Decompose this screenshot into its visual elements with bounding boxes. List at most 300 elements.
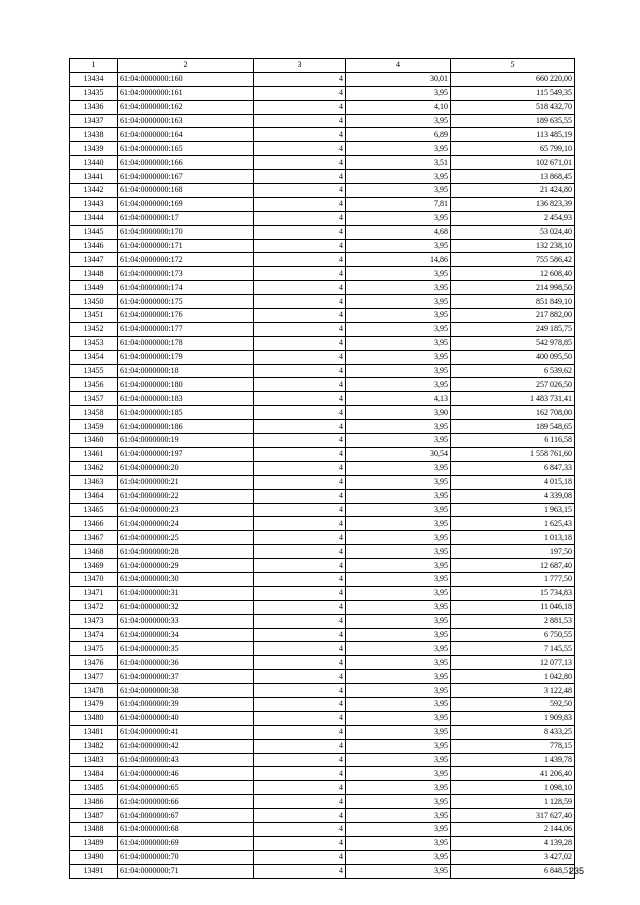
table-row [70, 684, 575, 698]
amount-cell: 197,50 [451, 545, 575, 559]
row-number-cell: 13444 [70, 211, 118, 225]
cadastral-number-cell: 61:04:0000000:197 [118, 447, 254, 461]
category-cell: 4 [254, 406, 346, 420]
rate-cell: 4,10 [346, 100, 451, 114]
amount-cell: 1 963,15 [451, 503, 575, 517]
table-row [70, 614, 575, 628]
table-row [70, 322, 575, 336]
category-cell: 4 [254, 656, 346, 670]
amount-cell: 11 046,18 [451, 600, 575, 614]
category-cell: 4 [254, 864, 346, 878]
category-cell: 4 [254, 336, 346, 350]
table-row [70, 517, 575, 531]
cadastral-number-cell: 61:04:0000000:185 [118, 406, 254, 420]
cadastral-number-cell: 61:04:0000000:32 [118, 600, 254, 614]
table-row [70, 128, 575, 142]
rate-cell: 3,95 [346, 725, 451, 739]
category-cell: 4 [254, 628, 346, 642]
row-number-cell: 13454 [70, 350, 118, 364]
cadastral-number-cell: 61:04:0000000:160 [118, 72, 254, 86]
category-cell: 4 [254, 309, 346, 323]
table-row [70, 836, 575, 850]
category-cell: 4 [254, 725, 346, 739]
cadastral-number-cell: 61:04:0000000:173 [118, 267, 254, 281]
row-number-cell: 13469 [70, 559, 118, 573]
amount-cell: 113 485,19 [451, 128, 575, 142]
row-number-cell: 13471 [70, 586, 118, 600]
category-cell: 4 [254, 86, 346, 100]
table-row [70, 239, 575, 253]
cadastral-number-cell: 61:04:0000000:168 [118, 184, 254, 198]
row-number-cell: 13457 [70, 392, 118, 406]
amount-cell: 6 750,55 [451, 628, 575, 642]
amount-cell: 1 777,50 [451, 572, 575, 586]
row-number-cell: 13449 [70, 281, 118, 295]
rate-cell: 3,95 [346, 503, 451, 517]
row-number-cell: 13443 [70, 197, 118, 211]
row-number-cell: 13479 [70, 697, 118, 711]
table-row [70, 392, 575, 406]
rate-cell: 3,95 [346, 642, 451, 656]
row-number-cell: 13445 [70, 225, 118, 239]
rate-cell: 3,95 [346, 822, 451, 836]
table-row [70, 711, 575, 725]
table-row [70, 628, 575, 642]
amount-cell: 189 548,65 [451, 420, 575, 434]
rate-cell: 3,95 [346, 517, 451, 531]
rate-cell: 3,95 [346, 572, 451, 586]
category-cell: 4 [254, 614, 346, 628]
row-number-cell: 13470 [70, 572, 118, 586]
cadastral-number-cell: 61:04:0000000:183 [118, 392, 254, 406]
cadastral-number-cell: 61:04:0000000:170 [118, 225, 254, 239]
amount-cell: 4 015,18 [451, 475, 575, 489]
table-row [70, 295, 575, 309]
rate-cell: 3,95 [346, 461, 451, 475]
category-cell: 4 [254, 600, 346, 614]
table-row [70, 114, 575, 128]
row-number-cell: 13459 [70, 420, 118, 434]
row-number-cell: 13488 [70, 822, 118, 836]
row-number-cell: 13468 [70, 545, 118, 559]
table-body [70, 72, 575, 878]
amount-cell: 13 868,45 [451, 170, 575, 184]
rate-cell: 30,01 [346, 72, 451, 86]
table-row [70, 795, 575, 809]
amount-cell: 1 128,59 [451, 795, 575, 809]
amount-cell: 21 424,80 [451, 184, 575, 198]
row-number-cell: 13466 [70, 517, 118, 531]
rate-cell: 3,95 [346, 309, 451, 323]
amount-cell: 755 586,42 [451, 253, 575, 267]
header-col-2: 2 [118, 59, 254, 73]
amount-cell: 592,50 [451, 697, 575, 711]
table-row [70, 559, 575, 573]
rate-cell: 30,54 [346, 447, 451, 461]
row-number-cell: 13452 [70, 322, 118, 336]
category-cell: 4 [254, 142, 346, 156]
cadastral-number-cell: 61:04:0000000:166 [118, 156, 254, 170]
category-cell: 4 [254, 434, 346, 448]
cadastral-number-cell: 61:04:0000000:38 [118, 684, 254, 698]
cadastral-number-cell: 61:04:0000000:179 [118, 350, 254, 364]
row-number-cell: 13491 [70, 864, 118, 878]
row-number-cell: 13461 [70, 447, 118, 461]
table-row [70, 100, 575, 114]
category-cell: 4 [254, 114, 346, 128]
category-cell: 4 [254, 295, 346, 309]
row-number-cell: 13436 [70, 100, 118, 114]
cadastral-number-cell: 61:04:0000000:67 [118, 809, 254, 823]
amount-cell: 6 847,33 [451, 461, 575, 475]
cadastral-number-cell: 61:04:0000000:36 [118, 656, 254, 670]
table-row [70, 725, 575, 739]
category-cell: 4 [254, 170, 346, 184]
cadastral-number-cell: 61:04:0000000:17 [118, 211, 254, 225]
rate-cell: 3,95 [346, 753, 451, 767]
cadastral-number-cell: 61:04:0000000:21 [118, 475, 254, 489]
table-row [70, 572, 575, 586]
rate-cell: 3,95 [346, 350, 451, 364]
rate-cell: 3,95 [346, 628, 451, 642]
amount-cell: 2 144,06 [451, 822, 575, 836]
rate-cell: 3,95 [346, 211, 451, 225]
row-number-cell: 13458 [70, 406, 118, 420]
rate-cell: 3,95 [346, 614, 451, 628]
row-number-cell: 13476 [70, 656, 118, 670]
row-number-cell: 13464 [70, 489, 118, 503]
cadastral-number-cell: 61:04:0000000:162 [118, 100, 254, 114]
cadastral-number-cell: 61:04:0000000:34 [118, 628, 254, 642]
category-cell: 4 [254, 211, 346, 225]
row-number-cell: 13487 [70, 809, 118, 823]
row-number-cell: 13485 [70, 781, 118, 795]
rate-cell: 3,95 [346, 781, 451, 795]
cadastral-number-cell: 61:04:0000000:167 [118, 170, 254, 184]
category-cell: 4 [254, 531, 346, 545]
header-col-4: 4 [346, 59, 451, 73]
table-row [70, 809, 575, 823]
cadastral-number-cell: 61:04:0000000:22 [118, 489, 254, 503]
amount-cell: 257 026,50 [451, 378, 575, 392]
amount-cell: 542 978,85 [451, 336, 575, 350]
category-cell: 4 [254, 850, 346, 864]
cadastral-number-cell: 61:04:0000000:69 [118, 836, 254, 850]
table-row [70, 739, 575, 753]
rate-cell: 3,95 [346, 809, 451, 823]
category-cell: 4 [254, 350, 346, 364]
table-row [70, 170, 575, 184]
category-cell: 4 [254, 225, 346, 239]
cadastral-number-cell: 61:04:0000000:172 [118, 253, 254, 267]
rate-cell: 3,95 [346, 295, 451, 309]
row-number-cell: 13442 [70, 184, 118, 198]
rate-cell: 3,51 [346, 156, 451, 170]
table-row [70, 670, 575, 684]
header-row [70, 59, 575, 73]
table-row [70, 489, 575, 503]
amount-cell: 518 432,70 [451, 100, 575, 114]
rate-cell: 3,95 [346, 656, 451, 670]
rate-cell: 4,68 [346, 225, 451, 239]
amount-cell: 3 122,48 [451, 684, 575, 698]
table-row [70, 378, 575, 392]
row-number-cell: 13478 [70, 684, 118, 698]
cadastral-number-cell: 61:04:0000000:68 [118, 822, 254, 836]
category-cell: 4 [254, 545, 346, 559]
amount-cell: 249 185,75 [451, 322, 575, 336]
row-number-cell: 13462 [70, 461, 118, 475]
amount-cell: 4 339,08 [451, 489, 575, 503]
category-cell: 4 [254, 836, 346, 850]
amount-cell: 1 625,43 [451, 517, 575, 531]
table-row [70, 447, 575, 461]
cadastral-number-cell: 61:04:0000000:30 [118, 572, 254, 586]
table-row [70, 475, 575, 489]
row-number-cell: 13437 [70, 114, 118, 128]
row-number-cell: 13480 [70, 711, 118, 725]
rate-cell: 3,95 [346, 711, 451, 725]
rate-cell: 3,95 [346, 697, 451, 711]
rate-cell: 3,95 [346, 531, 451, 545]
amount-cell: 4 139,28 [451, 836, 575, 850]
row-number-cell: 13447 [70, 253, 118, 267]
row-number-cell: 13453 [70, 336, 118, 350]
cadastral-number-cell: 61:04:0000000:33 [118, 614, 254, 628]
table-row [70, 72, 575, 86]
table-row [70, 600, 575, 614]
rate-cell: 3,90 [346, 406, 451, 420]
header-col-1: 1 [70, 59, 118, 73]
category-cell: 4 [254, 489, 346, 503]
amount-cell: 6 116,58 [451, 434, 575, 448]
category-cell: 4 [254, 128, 346, 142]
table-row [70, 184, 575, 198]
row-number-cell: 13455 [70, 364, 118, 378]
row-number-cell: 13483 [70, 753, 118, 767]
rate-cell: 3,95 [346, 670, 451, 684]
row-number-cell: 13474 [70, 628, 118, 642]
row-number-cell: 13450 [70, 295, 118, 309]
table-row [70, 225, 575, 239]
table-row [70, 336, 575, 350]
category-cell: 4 [254, 322, 346, 336]
category-cell: 4 [254, 197, 346, 211]
rate-cell: 3,95 [346, 322, 451, 336]
cadastral-number-cell: 61:04:0000000:37 [118, 670, 254, 684]
table-row [70, 309, 575, 323]
amount-cell: 189 635,55 [451, 114, 575, 128]
category-cell: 4 [254, 281, 346, 295]
cadastral-number-cell: 61:04:0000000:23 [118, 503, 254, 517]
table-row [70, 697, 575, 711]
table-row [70, 267, 575, 281]
cadastral-number-cell: 61:04:0000000:177 [118, 322, 254, 336]
amount-cell: 8 433,25 [451, 725, 575, 739]
category-cell: 4 [254, 420, 346, 434]
amount-cell: 12 687,40 [451, 559, 575, 573]
rate-cell: 3,95 [346, 239, 451, 253]
category-cell: 4 [254, 586, 346, 600]
table-row [70, 461, 575, 475]
rate-cell: 3,95 [346, 586, 451, 600]
rate-cell: 3,95 [346, 489, 451, 503]
row-number-cell: 13439 [70, 142, 118, 156]
table-row [70, 503, 575, 517]
cadastral-number-cell: 61:04:0000000:176 [118, 309, 254, 323]
rate-cell: 6,89 [346, 128, 451, 142]
table-row [70, 822, 575, 836]
cadastral-number-cell: 61:04:0000000:174 [118, 281, 254, 295]
row-number-cell: 13465 [70, 503, 118, 517]
cadastral-number-cell: 61:04:0000000:40 [118, 711, 254, 725]
row-number-cell: 13446 [70, 239, 118, 253]
amount-cell: 15 734,83 [451, 586, 575, 600]
amount-cell: 132 238,10 [451, 239, 575, 253]
rate-cell: 3,95 [346, 559, 451, 573]
row-number-cell: 13435 [70, 86, 118, 100]
cadastral-number-cell: 61:04:0000000:19 [118, 434, 254, 448]
header-col-3: 3 [254, 59, 346, 73]
amount-cell: 1 013,18 [451, 531, 575, 545]
row-number-cell: 13489 [70, 836, 118, 850]
table-row [70, 350, 575, 364]
cadastral-number-cell: 61:04:0000000:46 [118, 767, 254, 781]
row-number-cell: 13473 [70, 614, 118, 628]
table-row [70, 253, 575, 267]
amount-cell: 41 206,40 [451, 767, 575, 781]
category-cell: 4 [254, 822, 346, 836]
row-number-cell: 13440 [70, 156, 118, 170]
cadastral-number-cell: 61:04:0000000:171 [118, 239, 254, 253]
category-cell: 4 [254, 267, 346, 281]
cadastral-number-cell: 61:04:0000000:164 [118, 128, 254, 142]
rate-cell: 3,95 [346, 336, 451, 350]
cadastral-number-cell: 61:04:0000000:169 [118, 197, 254, 211]
table-row [70, 406, 575, 420]
row-number-cell: 13472 [70, 600, 118, 614]
table-row [70, 864, 575, 878]
cadastral-number-cell: 61:04:0000000:25 [118, 531, 254, 545]
cadastral-number-cell: 61:04:0000000:165 [118, 142, 254, 156]
row-number-cell: 13451 [70, 309, 118, 323]
amount-cell: 317 627,40 [451, 809, 575, 823]
row-number-cell: 13448 [70, 267, 118, 281]
category-cell: 4 [254, 475, 346, 489]
category-cell: 4 [254, 392, 346, 406]
table-row [70, 364, 575, 378]
cadastral-number-cell: 61:04:0000000:35 [118, 642, 254, 656]
rate-cell: 3,95 [346, 281, 451, 295]
category-cell: 4 [254, 253, 346, 267]
table-row [70, 86, 575, 100]
cadastral-number-cell: 61:04:0000000:161 [118, 86, 254, 100]
amount-cell: 1 098,10 [451, 781, 575, 795]
row-number-cell: 13481 [70, 725, 118, 739]
category-cell: 4 [254, 809, 346, 823]
row-number-cell: 13441 [70, 170, 118, 184]
amount-cell: 400 095,50 [451, 350, 575, 364]
category-cell: 4 [254, 670, 346, 684]
category-cell: 4 [254, 711, 346, 725]
table-row [70, 420, 575, 434]
amount-cell: 2 881,53 [451, 614, 575, 628]
amount-cell: 217 882,00 [451, 309, 575, 323]
amount-cell: 851 849,10 [451, 295, 575, 309]
cadastral-number-cell: 61:04:0000000:163 [118, 114, 254, 128]
rate-cell: 3,95 [346, 267, 451, 281]
table-row [70, 586, 575, 600]
category-cell: 4 [254, 378, 346, 392]
rate-cell: 14,86 [346, 253, 451, 267]
cadastral-number-cell: 61:04:0000000:29 [118, 559, 254, 573]
amount-cell: 2 454,93 [451, 211, 575, 225]
category-cell: 4 [254, 184, 346, 198]
table-row [70, 642, 575, 656]
category-cell: 4 [254, 517, 346, 531]
rate-cell: 4,13 [346, 392, 451, 406]
table-row [70, 142, 575, 156]
row-number-cell: 13490 [70, 850, 118, 864]
category-cell: 4 [254, 100, 346, 114]
table-row [70, 781, 575, 795]
cadastral-number-cell: 61:04:0000000:18 [118, 364, 254, 378]
category-cell: 4 [254, 503, 346, 517]
cadastral-number-cell: 61:04:0000000:186 [118, 420, 254, 434]
table-row [70, 850, 575, 864]
cadastral-number-cell: 61:04:0000000:43 [118, 753, 254, 767]
category-cell: 4 [254, 559, 346, 573]
category-cell: 4 [254, 684, 346, 698]
table-row [70, 434, 575, 448]
amount-cell: 1 909,83 [451, 711, 575, 725]
rate-cell: 3,95 [346, 684, 451, 698]
category-cell: 4 [254, 739, 346, 753]
cadastral-number-cell: 61:04:0000000:20 [118, 461, 254, 475]
amount-cell: 53 024,40 [451, 225, 575, 239]
amount-cell: 1 042,80 [451, 670, 575, 684]
data-table [69, 58, 575, 879]
rate-cell: 3,95 [346, 184, 451, 198]
rate-cell: 3,95 [346, 795, 451, 809]
row-number-cell: 13434 [70, 72, 118, 86]
amount-cell: 1 483 731,41 [451, 392, 575, 406]
amount-cell: 12 077,13 [451, 656, 575, 670]
cadastral-number-cell: 61:04:0000000:41 [118, 725, 254, 739]
amount-cell: 1 439,78 [451, 753, 575, 767]
amount-cell: 162 708,00 [451, 406, 575, 420]
row-number-cell: 13467 [70, 531, 118, 545]
row-number-cell: 13482 [70, 739, 118, 753]
row-number-cell: 13460 [70, 434, 118, 448]
cadastral-number-cell: 61:04:0000000:180 [118, 378, 254, 392]
row-number-cell: 13484 [70, 767, 118, 781]
cadastral-number-cell: 61:04:0000000:70 [118, 850, 254, 864]
category-cell: 4 [254, 781, 346, 795]
rate-cell: 3,95 [346, 836, 451, 850]
table-header [70, 59, 575, 73]
table-row [70, 656, 575, 670]
row-number-cell: 13477 [70, 670, 118, 684]
cadastral-number-cell: 61:04:0000000:71 [118, 864, 254, 878]
amount-cell: 12 608,40 [451, 267, 575, 281]
amount-cell: 115 549,35 [451, 86, 575, 100]
category-cell: 4 [254, 642, 346, 656]
category-cell: 4 [254, 364, 346, 378]
rate-cell: 3,95 [346, 850, 451, 864]
row-number-cell: 13486 [70, 795, 118, 809]
category-cell: 4 [254, 239, 346, 253]
